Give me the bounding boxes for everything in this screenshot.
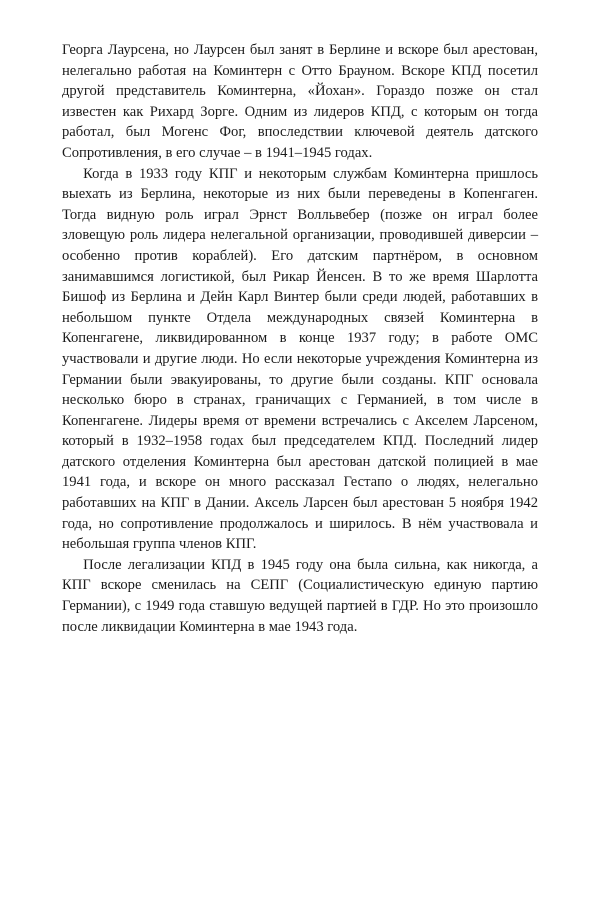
body-text [62, 40, 538, 637]
paragraph-1933-evacuation: Когда в 1933 году КПГ и некоторым службам Коминтерна пришлось выехать из Берлина, некоторые из них были переведены в Копенгаген. Тогда видную роль играл Эрнст Волльвебер (позже он играл более зловещую роль лидера нелегальной организации, проводившей диверсии – особенно против кораблей). Его датским партнёром, в основном занимавшимся логистикой, был Рикар Йенсен. В то же время Шарлотта Бишоф из Берлина и Дейн Карл Винтер были среди людей, работавших в небольшом пункте Отдела международных связей Коминтерна в Копенгагене, ликвидированном в конце 1937 году; в работе ОМС участвовали и другие люди. Но если некоторые учреждения Коминтерна из Германии были эвакуированы, то другие были созданы. КПГ основала несколько бюро в странах, граничащих с Германией, в том числе в Копенгагене. Лидеры время от времени встречались с Акселем Ларсеном, который в 1932–1958 годах был председателем КПД. Последний лидер датского отделения Коминтерна был арестован датской полицией в мае 1941 года, и вскоре он много рассказал Гестапо о людях, нелегально работавших на КПГ в Дании. Аксель Ларсен был арестован 5 ноября 1942 года, но сопротивление продолжалось и ширилось. В нём участвовала и небольшая группа членов КПГ. [62, 165, 538, 553]
paragraph-continued: Георга Лаурсена, но Лаурсен был занят в Берлине и вскоре был арестован, нелегально работая на Коминтерн с Отто Брауном. Вскоре КПД посетил другой представитель Коминтерна, «Йохан». Гораздо позже он стал известен как Рихард Зорге. Одним из лидеров КПД, с которым он тогда работал, был Могенс Фог, впоследствии ключевой деятель датского Сопротивления, в его случае – в 1941–1945 годах. [62, 42, 538, 161]
paragraph-1945-legalization: После легализации КПД в 1945 году она была сильна, как никогда, а КПГ вскоре сменилась на СЕПГ (Социалистическую единую партию Германии), с 1949 года ставшую ведущей партией в ГДР. Но это произошло после ликвидации Коминтерна в мае 1943 года. [62, 556, 538, 635]
